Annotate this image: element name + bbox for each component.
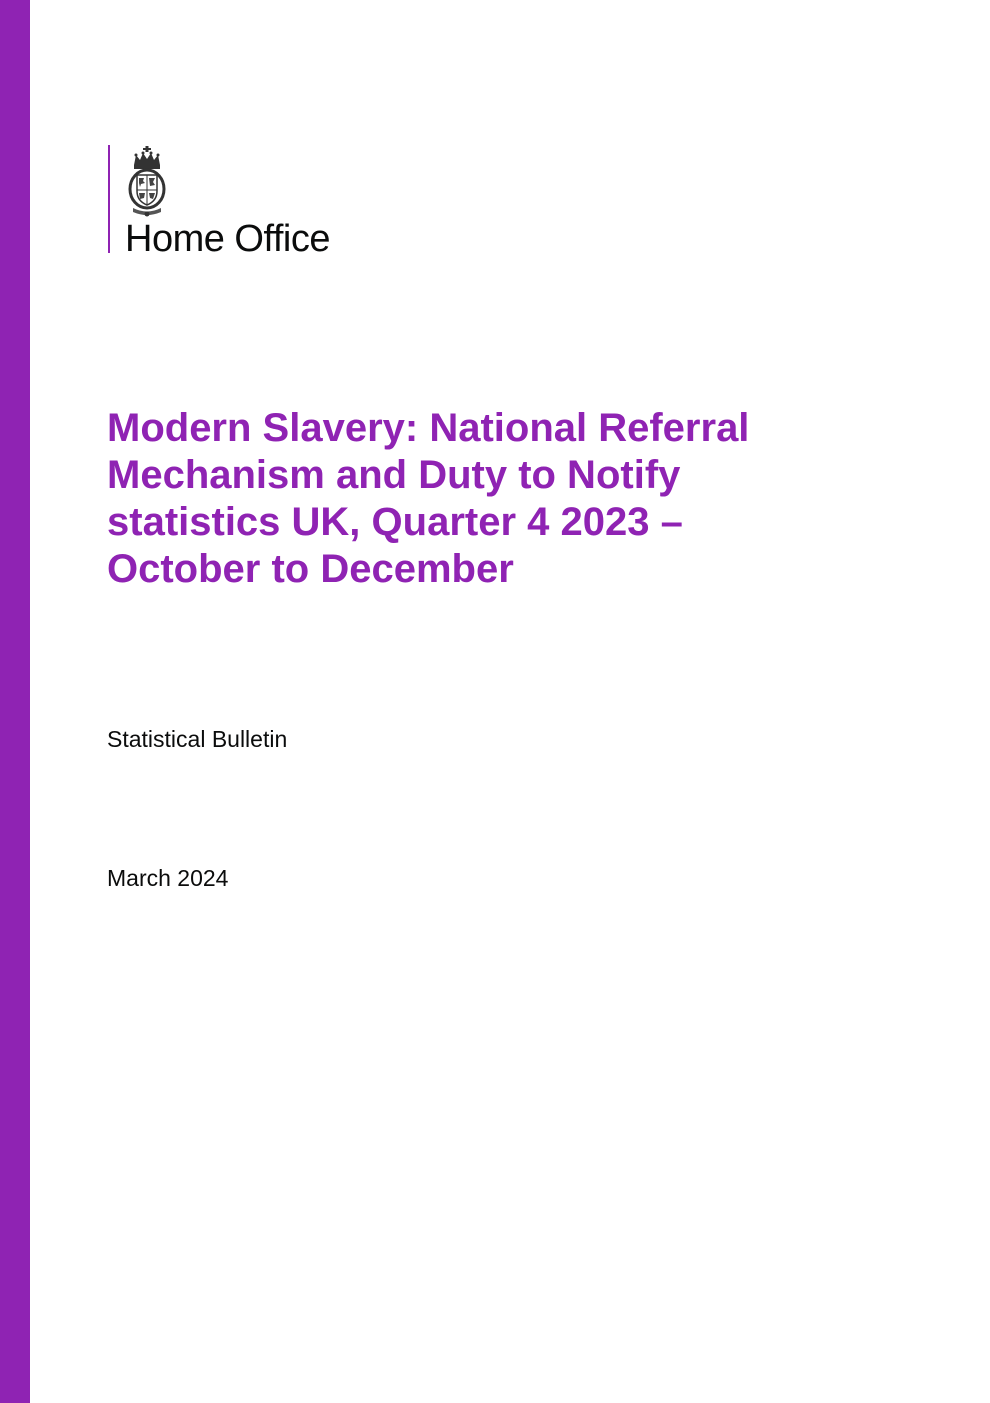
publication-date: March 2024: [107, 865, 229, 891]
document-title: Modern Slavery: National Referral Mechanism and Duty to Notify statistics UK, Quarter 4 2023 – October to December: [107, 406, 750, 591]
home-office-logo: [108, 145, 388, 260]
royal-coat-of-arms-icon: [125, 145, 169, 217]
logo-divider-line: [108, 145, 110, 253]
organisation-name: Home Office: [125, 218, 330, 260]
document-type: Statistical Bulletin: [107, 726, 288, 752]
side-accent-stripe: [0, 0, 30, 1403]
